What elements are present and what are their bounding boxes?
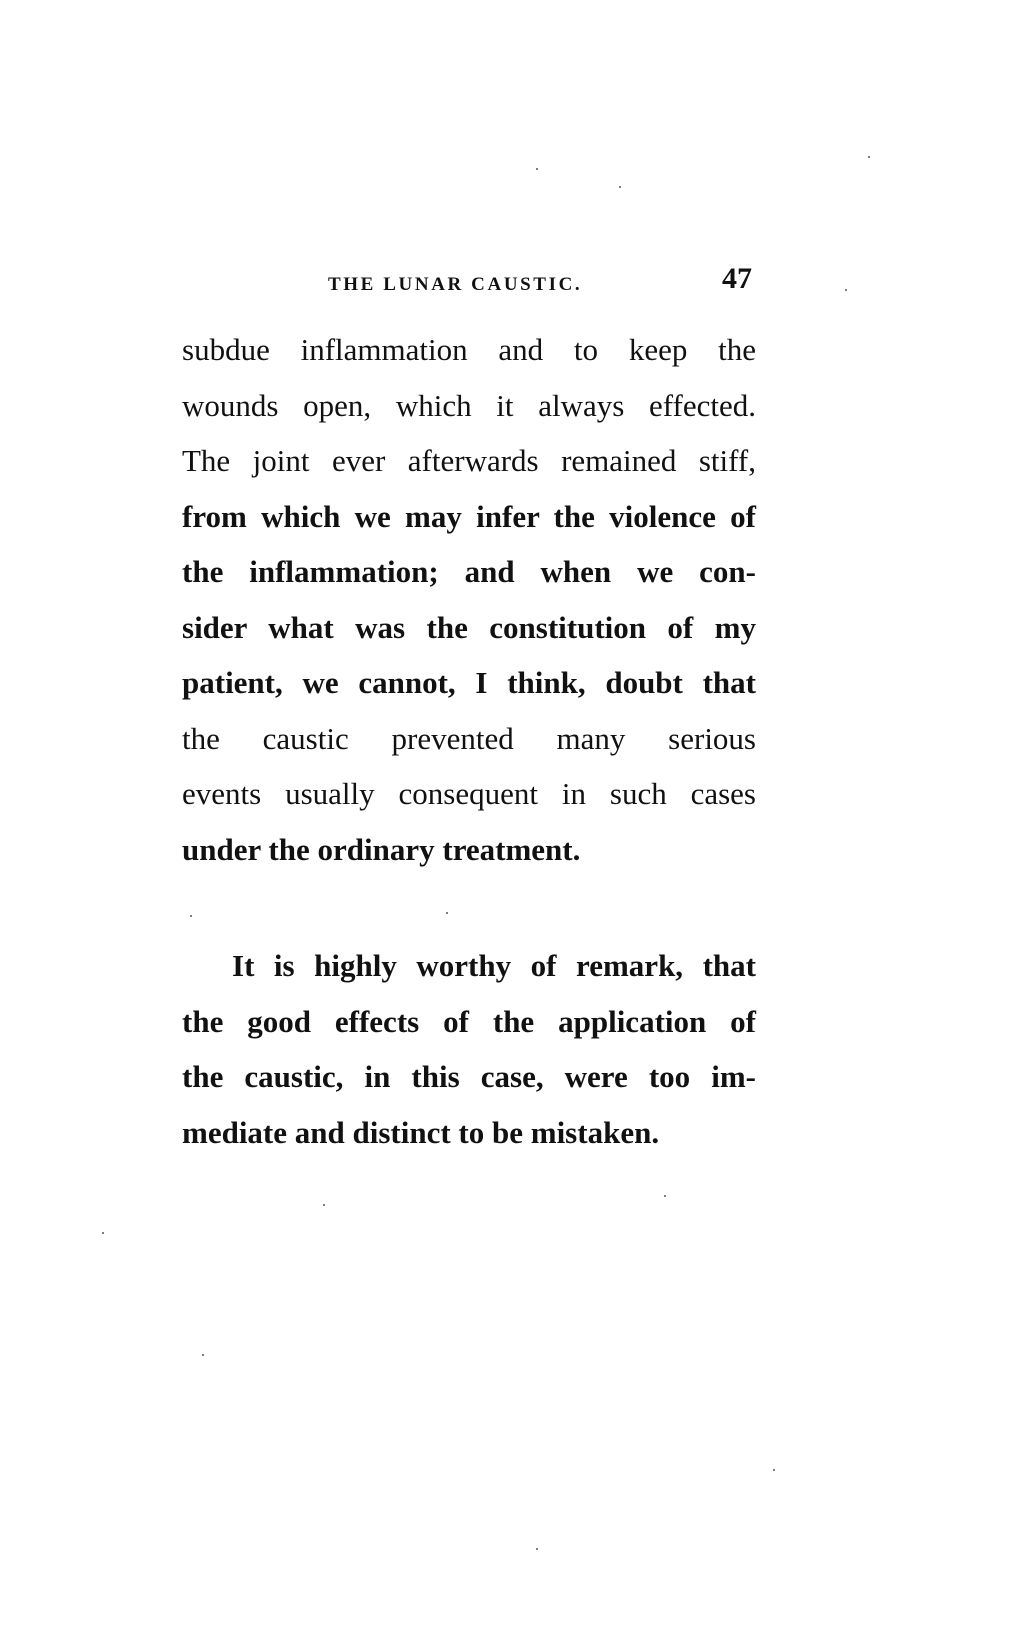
- text-line: the inflammation; and when we con-: [182, 554, 756, 589]
- text-line: mediate and distinct to be mistaken.: [182, 1114, 660, 1150]
- scan-speck: [868, 156, 870, 158]
- text-line: events usually consequent in such cases: [182, 776, 756, 811]
- running-head: [180, 262, 756, 302]
- text-line: from which we may infer the violence of: [182, 498, 756, 534]
- scan-speck: [536, 1548, 538, 1550]
- text-line: sider what was the constitution of my: [182, 609, 756, 645]
- text-line: subdue inflammation and to keep the: [182, 332, 756, 367]
- text-line: the caustic, in this case, were too im-: [182, 1059, 756, 1094]
- scan-speck: [619, 186, 621, 188]
- running-title: THE LUNAR CAUSTIC.: [328, 274, 583, 295]
- scan-speck: [102, 1232, 104, 1234]
- scan-speck: [664, 1195, 666, 1197]
- text-line: under the ordinary treatment.: [182, 831, 581, 867]
- text-line: patient, we cannot, I think, doubt that: [182, 665, 756, 700]
- scan-speck: [536, 168, 538, 170]
- scan-speck: [202, 1354, 204, 1356]
- page-number: 47: [722, 262, 752, 295]
- paragraph-2: [182, 938, 756, 1160]
- scan-speck: [845, 289, 847, 291]
- scan-speck: [773, 1469, 775, 1471]
- text-line: The joint ever afterwards remained stiff,: [182, 443, 756, 478]
- paragraph-1: [182, 322, 756, 877]
- text-line: the good effects of the application of: [182, 1003, 756, 1039]
- text-line: It is highly worthy of remark, that: [232, 948, 756, 983]
- text-line: wounds open, which it always effected.: [182, 387, 756, 423]
- scan-speck: [323, 1204, 325, 1206]
- scan-speck: [446, 912, 448, 914]
- text-line: the caustic prevented many serious: [182, 720, 756, 756]
- scan-speck: [190, 915, 192, 917]
